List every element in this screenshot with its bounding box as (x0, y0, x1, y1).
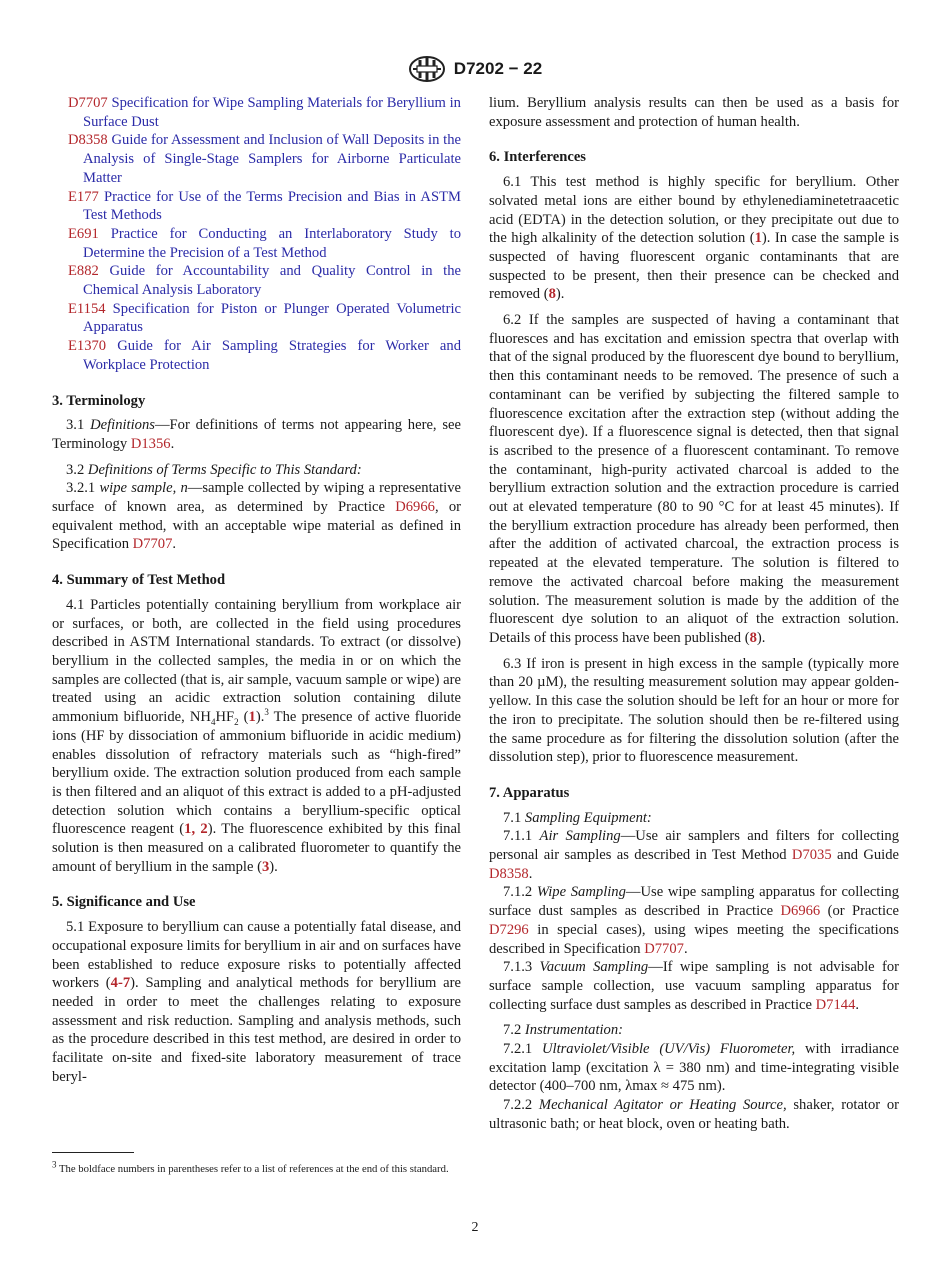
para-6-1: 6.1 This test method is highly specific for beryllium. Other solvated metal ions are either bound by ethylenediaminetetraacetic acid (EDTA) in the detection solution, or they precipitate out due to the high alkalinity of the detection solution (1). In case the sample is suspected of having fluorescent organic contaminants that are suspected to be present, then their presence can be checked and removed (8). (489, 174, 900, 303)
citation-link[interactable]: 4-7 (110, 975, 131, 992)
link-d6966[interactable]: D6966 (395, 499, 435, 516)
ref-code[interactable]: E1154 (68, 300, 106, 317)
ref-title[interactable]: Practice for Use of the Terms Precision and Bias in ASTM Test Methods (83, 188, 461, 224)
para-3-2: 3.2 Definitions of Terms Specific to This Standard: (66, 461, 362, 478)
document-number: D7202 − 22 (453, 59, 543, 78)
ref-title[interactable]: Practice for Conducting an Interlaboratory Study to Determine the Precision of a Test Method (83, 225, 461, 261)
para-3-1: 3.1 Definitions—For definitions of terms not appearing here, see Terminology D1356. (52, 417, 462, 452)
para-5-1-continued: lium. Beryllium analysis results can then be used as a basis for exposure assessment and protection of human health. (489, 95, 899, 130)
para-6-2: 6.2 If the samples are suspected of having a contaminant that fluoresces and has excitation and emission spectra that overlap with that of the signal produced by the fluorescent dye bound to beryllium, then this contaminant needs to be removed. The presence of such a contaminant can be verified by subjecting the filtered sample to fluorescence excitation after the extraction step (without adding the fluorescent dye). If a fluorescence signal is detected, then that signal is ascribed to the presence of a fluorescent contaminant. To remove the contaminant, high-purity activated charcoal is added to the beryllium extraction solution and the extraction procedure is carried out at elevated temperature (80 to 90 °C for at least 45 minutes). If the beryllium extraction procedure has already been performed, then after the addition of activated charcoal, the extraction process is repeated at the elevated temperature. The solution is filtered to remove the activated charcoal before making the measurement solution. The measurement solution is made by the addition of the fluorescent dye solution to an aliquot of the extraction solution. Details of this process have been published (8). (489, 312, 899, 646)
link-d7296[interactable]: D7296 (489, 921, 529, 938)
citation-link[interactable]: 1 (754, 230, 762, 247)
link-d1356[interactable]: D1356 (130, 435, 171, 452)
footnote-divider (52, 1152, 134, 1153)
link-d6966[interactable]: D6966 (780, 903, 821, 920)
link-d7144[interactable]: D7144 (815, 996, 856, 1013)
ref-code[interactable]: E1370 (68, 338, 107, 355)
right-column (489, 94, 899, 1134)
left-column (52, 94, 461, 1086)
ref-title[interactable]: Specification for Piston or Plunger Operated Volumetric Apparatus (83, 300, 461, 336)
ref-item (52, 300, 461, 337)
section-4-heading: 4. Summary of Test Method (52, 572, 226, 589)
citation-link[interactable]: 8 (548, 286, 556, 303)
ref-item (52, 262, 461, 299)
ref-item (52, 94, 461, 131)
citation-link[interactable]: 3 (261, 858, 270, 875)
astm-logo-icon (408, 56, 446, 82)
link-d7707[interactable]: D7707 (132, 536, 173, 553)
ref-item (52, 337, 461, 374)
ref-code[interactable]: D7707 (68, 95, 108, 111)
ref-code[interactable]: E177 (68, 188, 99, 205)
ref-title[interactable]: Guide for Air Sampling Strategies for Worker and Workplace Protection (83, 338, 461, 373)
section-7-heading: 7. Apparatus (489, 784, 570, 801)
ref-item (52, 131, 461, 187)
para-7-1-3: 7.1.3 Vacuum Sampling—If wipe sampling is not advisable for surface sample collection, use vacuum sampling apparatus for collecting surface dust samples as described in Practice D7144. (489, 959, 899, 1013)
para-7-2-1: 7.2.1 Ultraviolet/Visible (UV/Vis) Fluorometer, with irradiance excitation lamp (excitation λ = 380 nm) and time-integrating visible detector (400–700 nm, λmax ≈ 475 nm). (489, 1041, 900, 1095)
para-7-1-1: 7.1.1 Air Sampling—Use air samplers and filters for collecting personal air samples as described in Test Method D7035 and Guide D8358. (489, 828, 900, 882)
link-d8358[interactable]: D8358 (489, 865, 529, 882)
citation-link[interactable]: 8 (749, 629, 757, 646)
link-d7707[interactable]: D7707 (644, 940, 684, 957)
link-d7035[interactable]: D7035 (791, 847, 832, 864)
para-5-1: 5.1 Exposure to beryllium can cause a potentially fatal disease, and occupational exposure limits for beryllium in air and on surfaces have been established to reduce exposure risks to potentially affected workers (4-7). Sampling and analytical methods for beryllium are needed in order to meet the challenges relating to exposure assessment and risk reduction. Sampling and analysis methods, such as the procedure described in this test method, are desired in order to facilitate on-site and fixed-site laboratory measurement of trace beryl- (52, 919, 461, 1085)
page-header (0, 56, 950, 82)
ref-item (52, 188, 461, 225)
ref-item (52, 225, 461, 262)
ref-code[interactable]: E691 (68, 225, 99, 242)
para-4-1: 4.1 Particles potentially containing beryllium from workplace air or surfaces, or both, are collected in the field using procedures described in ASTM International standards. To extract (or dissolve) beryllium in the collected samples, the media in or on which the samples are collected (that is, air sample, vacuum sample or wipe) are treated using an acidic extraction solution containing dilute ammonium bifluoride, $NH_4HF_2$ (1).$^3$ The presence of active fluoride ions (HF by dissociation of ammonium bifluoride in acidic medium) enables dissolution of refractory materials such as “high-fired” beryllium oxide. The extraction solution produced from each sample is then filtered and an aliquot of this extract is added to a pH-adjusted detection solution which contains a beryllium-specific optical fluorescence reagent (1, 2). The fluorescence exhibited by this final solution is then measured on a calibrated fluorometer to quantify the amount of beryllium in the sample (3). (52, 596, 461, 875)
para-6-3: 6.3 If iron is present in high excess in the sample (typically more than 20 µM), the resulting measurement solution may appear golden-yellow. In this case the solution should be left for an hour or more for the iron to precipitate. The solution should then be re-filtered using the same procedure as for filtering the dissolution solution (after the dissolution step), prior to fluorescence measurement. (489, 655, 899, 766)
section-3-heading: 3. Terminology (52, 392, 146, 409)
ref-code[interactable]: D8358 (68, 132, 108, 149)
citation-link[interactable]: 1 (248, 709, 256, 726)
footnote-marker[interactable]: 3 (264, 707, 269, 718)
footnote: $^3$ The boldface numbers in parentheses refer to a list of references at the end of this standard. (52, 1159, 449, 1175)
para-7-2: 7.2 Instrumentation: (503, 1022, 624, 1039)
page-number: 2 (471, 1220, 479, 1235)
citation-link[interactable]: 1, 2 (184, 821, 208, 838)
ref-code[interactable]: E882 (68, 263, 99, 280)
ref-title[interactable]: Guide for Accountability and Quality Control in the Chemical Analysis Laboratory (83, 263, 461, 299)
para-7-1-2: 7.1.2 Wipe Sampling—Use wipe sampling apparatus for collecting surface dust samples as described in Practice D6966 (or Practice D7296 in special cases), using wipes meeting the specifications described in Specification D7707. (489, 884, 900, 957)
ref-title[interactable]: Specification for Wipe Sampling Materials for Beryllium in Surface Dust (83, 95, 461, 130)
para-7-2-2: 7.2.2 Mechanical Agitator or Heating Source, shaker, rotator or ultrasonic bath; or heat block, oven or heating bath. (489, 1097, 899, 1132)
section-5-heading: 5. Significance and Use (52, 894, 196, 911)
para-3-2-1: 3.2.1 wipe sample, n—sample collected by wiping a representative surface of known area, as determined by Practice D6966, or equivalent method, with an acceptable wipe material as defined in Specification D7707. (52, 480, 461, 553)
referenced-documents (52, 94, 461, 375)
ref-title[interactable]: Guide for Assessment and Inclusion of Wall Deposits in the Analysis of Single-Stage Samplers for Airborne Particulate Matter (83, 132, 461, 186)
section-6-heading: 6. Interferences (489, 149, 586, 166)
para-7-1: 7.1 Sampling Equipment: (503, 809, 652, 826)
